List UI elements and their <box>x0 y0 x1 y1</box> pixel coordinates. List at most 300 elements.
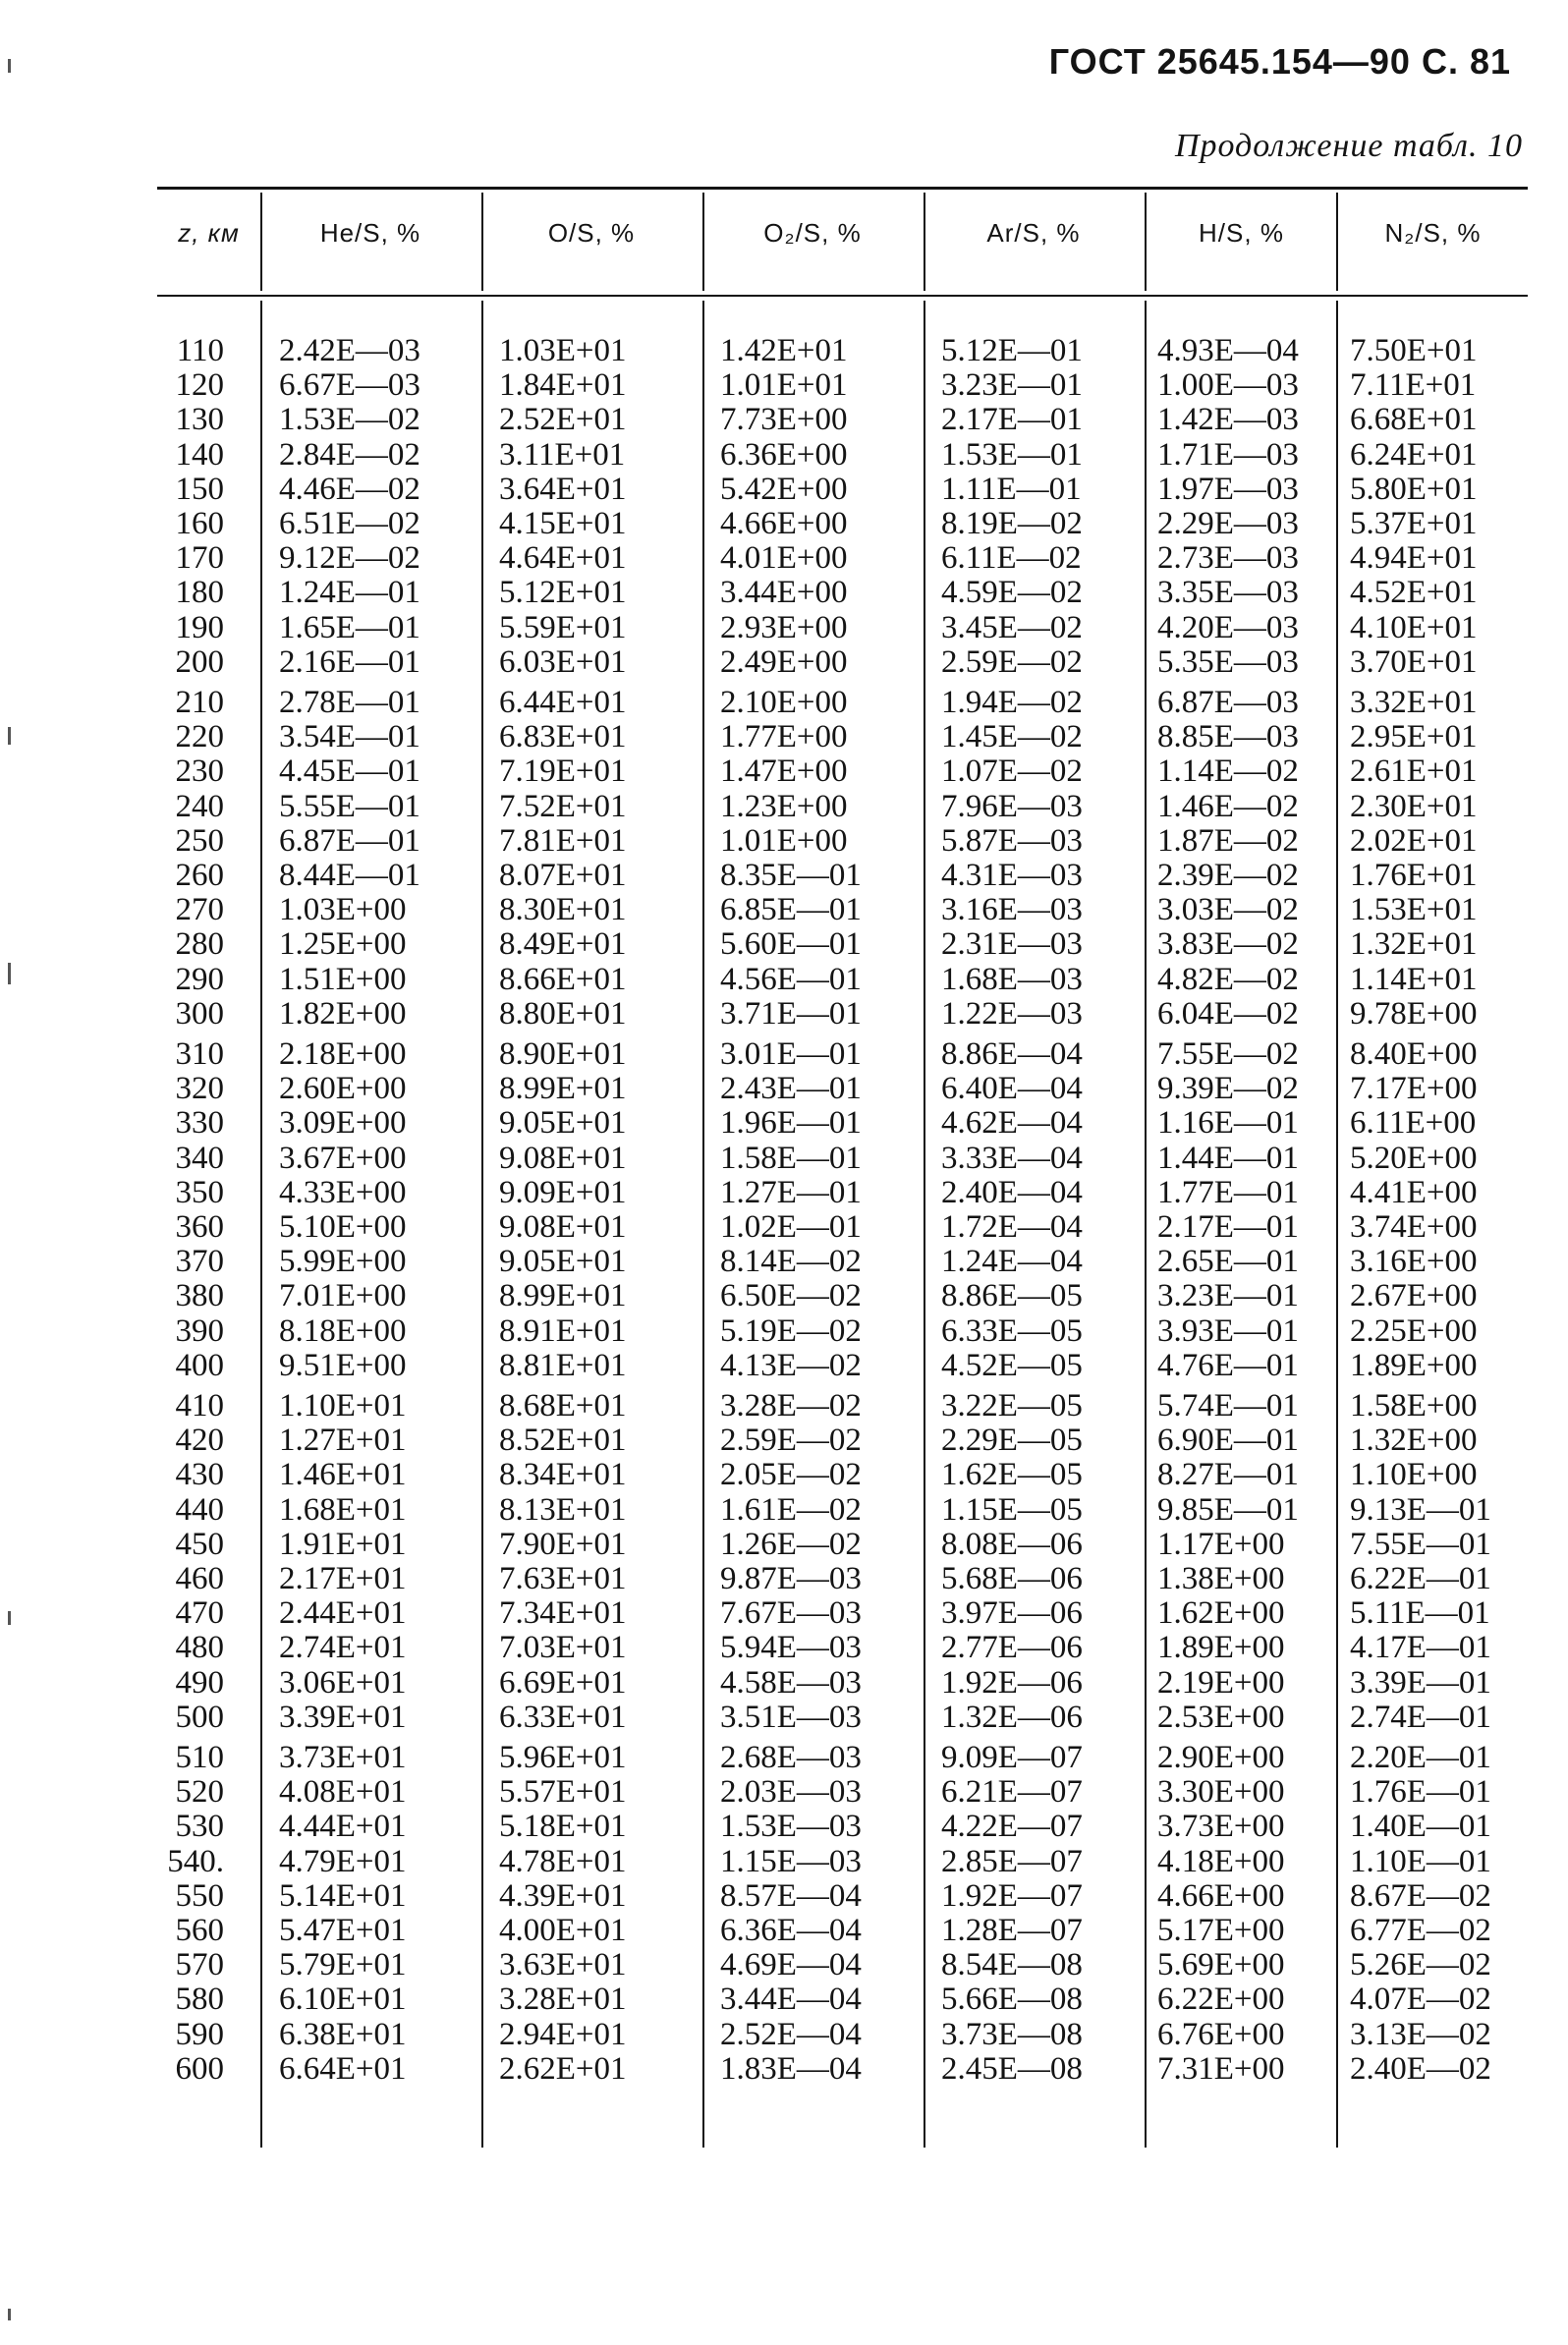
he-cell: 2.78E—01 <box>279 685 420 720</box>
ar-cell: 5.87E—03 <box>941 823 1083 859</box>
o-cell: 3.28E+01 <box>499 1982 627 2017</box>
altitude-cell: 200 <box>175 644 224 680</box>
ar-cell: 8.54E—08 <box>941 1947 1083 1982</box>
table-row <box>0 1701 1568 1734</box>
h-cell: 1.97E—03 <box>1157 472 1299 507</box>
o-cell: 5.18E+01 <box>499 1809 627 1844</box>
h-cell: 5.17E+00 <box>1157 1913 1285 1948</box>
table-row <box>0 1037 1568 1071</box>
o-cell: 1.03E+01 <box>499 333 627 368</box>
h-cell: 3.73E+00 <box>1157 1809 1285 1844</box>
o-cell: 8.91E+01 <box>499 1313 627 1349</box>
o2-cell: 2.52E—04 <box>720 2017 862 2052</box>
ar-cell: 1.11E—01 <box>941 472 1082 507</box>
o2-cell: 4.58E—03 <box>720 1665 862 1701</box>
ar-cell: 6.33E—05 <box>941 1313 1083 1349</box>
altitude-cell: 560 <box>175 1913 224 1948</box>
table-top-rule <box>157 187 1528 190</box>
o2-cell: 1.01E+01 <box>720 367 848 403</box>
n2-cell: 3.70E+01 <box>1350 644 1478 680</box>
he-cell: 4.45E—01 <box>279 754 420 789</box>
ar-cell: 8.86E—05 <box>941 1278 1083 1313</box>
table-row <box>0 1741 1568 1774</box>
h-cell: 1.38E+00 <box>1157 1561 1285 1596</box>
ar-cell: 2.29E—05 <box>941 1423 1083 1458</box>
altitude-cell: 490 <box>175 1665 224 1701</box>
ar-cell: 1.92E—06 <box>941 1665 1083 1701</box>
o2-cell: 2.59E—02 <box>720 1423 862 1458</box>
ar-cell: 4.22E—07 <box>941 1809 1083 1844</box>
he-cell: 1.24E—01 <box>279 575 420 610</box>
altitude-cell: 370 <box>175 1244 224 1279</box>
n2-cell: 2.67E+00 <box>1350 1278 1478 1313</box>
h-cell: 2.65E—01 <box>1157 1244 1299 1279</box>
ar-cell: 3.23E—01 <box>941 367 1083 403</box>
he-cell: 1.91E+01 <box>279 1527 407 1562</box>
table-row <box>0 1948 1568 1982</box>
o2-cell: 1.01E+00 <box>720 823 848 859</box>
he-cell: 1.51E+00 <box>279 962 407 997</box>
n2-cell: 1.53E+01 <box>1350 892 1478 927</box>
n2-cell: 7.50E+01 <box>1350 333 1478 368</box>
o-cell: 8.68E+01 <box>499 1388 627 1424</box>
table-row <box>0 754 1568 788</box>
table-row <box>0 473 1568 506</box>
h-cell: 3.03E—02 <box>1157 892 1299 927</box>
o2-cell: 1.42E+01 <box>720 333 848 368</box>
n2-cell: 6.22E—01 <box>1350 1561 1491 1596</box>
o2-cell: 4.56E—01 <box>720 962 862 997</box>
column-header-n2: N₂/S, % <box>1384 218 1482 248</box>
o-cell: 9.08E+01 <box>499 1141 627 1176</box>
o-cell: 5.59E+01 <box>499 610 627 645</box>
n2-cell: 2.61E+01 <box>1350 754 1478 789</box>
altitude-cell: 150 <box>175 472 224 507</box>
altitude-cell: 130 <box>175 402 224 437</box>
n2-cell: 8.67E—02 <box>1350 1878 1491 1914</box>
n2-cell: 6.24E+01 <box>1350 437 1478 473</box>
o-cell: 8.52E+01 <box>499 1423 627 1458</box>
he-cell: 4.79E+01 <box>279 1844 407 1879</box>
o2-cell: 1.53E—03 <box>720 1809 862 1844</box>
o-cell: 7.63E+01 <box>499 1561 627 1596</box>
o-cell: 7.34E+01 <box>499 1595 627 1631</box>
table-header-rule <box>157 295 1528 297</box>
n2-cell: 7.17E+00 <box>1350 1071 1478 1106</box>
altitude-cell: 480 <box>175 1630 224 1665</box>
column-header-o2: O₂/S, % <box>763 218 862 248</box>
h-cell: 1.00E—03 <box>1157 367 1299 403</box>
scan-margin-mark <box>8 59 11 73</box>
o2-cell: 2.03E—03 <box>720 1774 862 1810</box>
h-cell: 1.87E—02 <box>1157 823 1299 859</box>
he-cell: 5.47E+01 <box>279 1913 407 1948</box>
h-cell: 3.93E—01 <box>1157 1313 1299 1349</box>
altitude-cell: 440 <box>175 1492 224 1528</box>
altitude-cell: 600 <box>175 2051 224 2087</box>
n2-cell: 2.20E—01 <box>1350 1740 1491 1775</box>
ar-cell: 7.96E—03 <box>941 789 1083 824</box>
altitude-cell: 140 <box>175 437 224 473</box>
altitude-cell: 390 <box>175 1313 224 1349</box>
altitude-cell: 320 <box>175 1071 224 1106</box>
he-cell: 1.25E+00 <box>279 926 407 962</box>
table-row <box>0 1810 1568 1843</box>
he-cell: 1.65E—01 <box>279 610 420 645</box>
column-header-ar: Ar/S, % <box>986 218 1081 248</box>
o2-cell: 6.85E—01 <box>720 892 862 927</box>
h-cell: 8.85E—03 <box>1157 719 1299 754</box>
table-row <box>0 611 1568 644</box>
he-cell: 3.09E+00 <box>279 1105 407 1141</box>
o-cell: 6.44E+01 <box>499 685 627 720</box>
h-cell: 3.35E—03 <box>1157 575 1299 610</box>
altitude-cell: 530 <box>175 1809 224 1844</box>
h-cell: 1.71E—03 <box>1157 437 1299 473</box>
ar-cell: 8.08E—06 <box>941 1527 1083 1562</box>
h-cell: 1.44E—01 <box>1157 1141 1299 1176</box>
o-cell: 2.52E+01 <box>499 402 627 437</box>
table-row <box>0 507 1568 540</box>
altitude-cell: 590 <box>175 2017 224 2052</box>
o2-cell: 3.28E—02 <box>720 1388 862 1424</box>
h-cell: 3.83E—02 <box>1157 926 1299 962</box>
he-cell: 4.46E—02 <box>279 472 420 507</box>
ar-cell: 4.59E—02 <box>941 575 1083 610</box>
o-cell: 7.81E+01 <box>499 823 627 859</box>
altitude-cell: 450 <box>175 1527 224 1562</box>
table-row <box>0 720 1568 754</box>
altitude-cell: 280 <box>175 926 224 962</box>
altitude-cell: 350 <box>175 1175 224 1210</box>
h-cell: 4.18E+00 <box>1157 1844 1285 1879</box>
he-cell: 5.14E+01 <box>279 1878 407 1914</box>
column-header-he: He/S, % <box>319 218 421 248</box>
table-row <box>0 1631 1568 1664</box>
ar-cell: 5.12E—01 <box>941 333 1083 368</box>
o2-cell: 1.96E—01 <box>720 1105 862 1141</box>
column-header-z: z, км <box>178 218 240 248</box>
o2-cell: 3.51E—03 <box>720 1700 862 1735</box>
table-row <box>0 1914 1568 1947</box>
o-cell: 3.11E+01 <box>499 437 626 473</box>
o2-cell: 4.66E+00 <box>720 506 848 541</box>
ar-cell: 3.22E—05 <box>941 1388 1083 1424</box>
he-cell: 9.12E—02 <box>279 540 420 576</box>
o2-cell: 1.47E+00 <box>720 754 848 789</box>
o-cell: 7.03E+01 <box>499 1630 627 1665</box>
ar-cell: 3.97E—06 <box>941 1595 1083 1631</box>
o2-cell: 1.77E+00 <box>720 719 848 754</box>
o2-cell: 3.44E+00 <box>720 575 848 610</box>
o-cell: 7.19E+01 <box>499 754 627 789</box>
n2-cell: 6.68E+01 <box>1350 402 1478 437</box>
o-cell: 2.94E+01 <box>499 2017 627 2052</box>
n2-cell: 3.39E—01 <box>1350 1665 1491 1701</box>
altitude-cell: 460 <box>175 1561 224 1596</box>
h-cell: 2.29E—03 <box>1157 506 1299 541</box>
n2-cell: 1.76E—01 <box>1350 1774 1491 1810</box>
o2-cell: 3.01E—01 <box>720 1036 862 1072</box>
h-cell: 1.46E—02 <box>1157 789 1299 824</box>
n2-cell: 5.37E+01 <box>1350 506 1478 541</box>
scan-margin-mark <box>8 1611 11 1625</box>
table-row <box>0 1982 1568 2016</box>
o2-cell: 4.13E—02 <box>720 1348 862 1383</box>
o2-cell: 2.49E+00 <box>720 644 848 680</box>
altitude-cell: 310 <box>175 1036 224 1072</box>
altitude-cell: 570 <box>175 1947 224 1982</box>
o-cell: 9.05E+01 <box>499 1244 627 1279</box>
o-cell: 8.99E+01 <box>499 1071 627 1106</box>
n2-cell: 2.25E+00 <box>1350 1313 1478 1349</box>
h-cell: 3.30E+00 <box>1157 1774 1285 1810</box>
he-cell: 6.38E+01 <box>279 2017 407 2052</box>
altitude-cell: 180 <box>175 575 224 610</box>
h-cell: 6.87E—03 <box>1157 685 1299 720</box>
h-cell: 5.74E—01 <box>1157 1388 1299 1424</box>
o2-cell: 3.71E—01 <box>720 996 862 1032</box>
ar-cell: 4.31E—03 <box>941 858 1083 893</box>
o2-cell: 1.83E—04 <box>720 2051 862 2087</box>
h-cell: 2.39E—02 <box>1157 858 1299 893</box>
ar-cell: 1.15E—05 <box>941 1492 1083 1528</box>
o2-cell: 8.14E—02 <box>720 1244 862 1279</box>
o2-cell: 4.01E+00 <box>720 540 848 576</box>
o-cell: 4.39E+01 <box>499 1878 627 1914</box>
table-row <box>0 1596 1568 1630</box>
he-cell: 5.10E+00 <box>279 1209 407 1245</box>
table-row <box>0 1314 1568 1348</box>
o-cell: 8.07E+01 <box>499 858 627 893</box>
o-cell: 8.99E+01 <box>499 1278 627 1313</box>
altitude-cell: 580 <box>175 1982 224 2017</box>
h-cell: 3.23E—01 <box>1157 1278 1299 1313</box>
o-cell: 3.63E+01 <box>499 1947 627 1982</box>
ar-cell: 6.40E—04 <box>941 1071 1083 1106</box>
o-cell: 5.96E+01 <box>499 1740 627 1775</box>
o-cell: 8.90E+01 <box>499 1036 627 1072</box>
n2-cell: 2.30E+01 <box>1350 789 1478 824</box>
o-cell: 2.62E+01 <box>499 2051 627 2087</box>
n2-cell: 3.74E+00 <box>1350 1209 1478 1245</box>
table-row <box>0 686 1568 719</box>
ar-cell: 4.62E—04 <box>941 1105 1083 1141</box>
table-row <box>0 1176 1568 1209</box>
n2-cell: 4.10E+01 <box>1350 610 1478 645</box>
h-cell: 5.35E—03 <box>1157 644 1299 680</box>
he-cell: 6.67E—03 <box>279 367 420 403</box>
n2-cell: 2.74E—01 <box>1350 1700 1491 1735</box>
o2-cell: 5.94E—03 <box>720 1630 862 1665</box>
table-row <box>0 1106 1568 1140</box>
scan-margin-mark <box>8 2309 11 2320</box>
ar-cell: 1.53E—01 <box>941 437 1083 473</box>
ar-cell: 1.92E—07 <box>941 1878 1083 1914</box>
n2-cell: 6.11E+00 <box>1350 1105 1477 1141</box>
h-cell: 6.90E—01 <box>1157 1423 1299 1458</box>
ar-cell: 4.52E—05 <box>941 1348 1083 1383</box>
he-cell: 4.33E+00 <box>279 1175 407 1210</box>
scan-margin-mark <box>8 963 11 984</box>
altitude-cell: 430 <box>175 1457 224 1492</box>
h-cell: 4.20E—03 <box>1157 610 1299 645</box>
ar-cell: 1.32E—06 <box>941 1700 1083 1735</box>
ar-cell: 2.40E—04 <box>941 1175 1083 1210</box>
altitude-cell: 420 <box>175 1423 224 1458</box>
altitude-cell: 250 <box>175 823 224 859</box>
table-row <box>0 541 1568 575</box>
o2-cell: 6.50E—02 <box>720 1278 862 1313</box>
o-cell: 8.34E+01 <box>499 1457 627 1492</box>
h-cell: 4.66E+00 <box>1157 1878 1285 1914</box>
table-row <box>0 927 1568 961</box>
ar-cell: 3.16E—03 <box>941 892 1083 927</box>
n2-cell: 1.76E+01 <box>1350 858 1478 893</box>
altitude-cell: 230 <box>175 754 224 789</box>
table-row <box>0 1562 1568 1595</box>
n2-cell: 5.20E+00 <box>1350 1141 1478 1176</box>
o2-cell: 1.61E—02 <box>720 1492 862 1528</box>
he-cell: 1.46E+01 <box>279 1457 407 1492</box>
o-cell: 4.78E+01 <box>499 1844 627 1879</box>
he-cell: 2.42E—03 <box>279 333 420 368</box>
altitude-cell: 220 <box>175 719 224 754</box>
he-cell: 2.60E+00 <box>279 1071 407 1106</box>
he-cell: 2.16E—01 <box>279 644 420 680</box>
ar-cell: 1.94E—02 <box>941 685 1083 720</box>
o2-cell: 5.60E—01 <box>720 926 862 962</box>
n2-cell: 4.52E+01 <box>1350 575 1478 610</box>
table-row <box>0 334 1568 367</box>
h-cell: 2.19E+00 <box>1157 1665 1285 1701</box>
o-cell: 1.84E+01 <box>499 367 627 403</box>
o2-cell: 1.26E—02 <box>720 1527 862 1562</box>
altitude-cell: 500 <box>175 1700 224 1735</box>
o-cell: 4.00E+01 <box>499 1913 627 1948</box>
altitude-cell: 240 <box>175 789 224 824</box>
table-row <box>0 1279 1568 1312</box>
altitude-cell: 520 <box>175 1774 224 1810</box>
o2-cell: 2.05E—02 <box>720 1457 862 1492</box>
n2-cell: 1.10E—01 <box>1350 1844 1491 1879</box>
altitude-cell: 270 <box>175 892 224 927</box>
table-row <box>0 1458 1568 1491</box>
o-cell: 7.52E+01 <box>499 789 627 824</box>
ar-cell: 8.86E—04 <box>941 1036 1083 1072</box>
altitude-cell: 340 <box>175 1141 224 1176</box>
altitude-cell: 300 <box>175 996 224 1032</box>
o2-cell: 8.35E—01 <box>720 858 862 893</box>
ar-cell: 2.59E—02 <box>941 644 1083 680</box>
o2-cell: 2.93E+00 <box>720 610 848 645</box>
he-cell: 2.84E—02 <box>279 437 420 473</box>
n2-cell: 1.10E+00 <box>1350 1457 1478 1492</box>
ar-cell: 3.33E—04 <box>941 1141 1083 1176</box>
n2-cell: 2.40E—02 <box>1350 2051 1491 2087</box>
o-cell: 8.30E+01 <box>499 892 627 927</box>
ar-cell: 1.28E—07 <box>941 1913 1083 1948</box>
h-cell: 6.76E+00 <box>1157 2017 1285 2052</box>
altitude-cell: 260 <box>175 858 224 893</box>
h-cell: 7.31E+00 <box>1157 2051 1285 2087</box>
table-row <box>0 1879 1568 1913</box>
o-cell: 9.08E+01 <box>499 1209 627 1245</box>
he-cell: 2.74E+01 <box>279 1630 407 1665</box>
table-row <box>0 963 1568 996</box>
o-cell: 3.64E+01 <box>499 472 627 507</box>
altitude-cell: 380 <box>175 1278 224 1313</box>
ar-cell: 1.24E—04 <box>941 1244 1083 1279</box>
o2-cell: 5.19E—02 <box>720 1313 862 1349</box>
n2-cell: 5.26E—02 <box>1350 1947 1491 1982</box>
o2-cell: 4.69E—04 <box>720 1947 862 1982</box>
h-cell: 2.90E+00 <box>1157 1740 1285 1775</box>
h-cell: 7.55E—02 <box>1157 1036 1299 1072</box>
ar-cell: 8.19E—02 <box>941 506 1083 541</box>
he-cell: 2.44E+01 <box>279 1595 407 1631</box>
he-cell: 8.44E—01 <box>279 858 420 893</box>
o-cell: 6.69E+01 <box>499 1665 627 1701</box>
ar-cell: 2.85E—07 <box>941 1844 1083 1879</box>
n2-cell: 3.16E+00 <box>1350 1244 1478 1279</box>
he-cell: 2.18E+00 <box>279 1036 407 1072</box>
h-cell: 2.17E—01 <box>1157 1209 1299 1245</box>
table-row <box>0 368 1568 402</box>
altitude-cell: 190 <box>175 610 224 645</box>
table-row <box>0 1528 1568 1561</box>
n2-cell: 7.11E+01 <box>1350 367 1477 403</box>
o-cell: 8.49E+01 <box>499 926 627 962</box>
he-cell: 6.10E+01 <box>279 1982 407 2017</box>
altitude-cell: 110 <box>176 333 224 368</box>
o2-cell: 1.58E—01 <box>720 1141 862 1176</box>
ar-cell: 1.62E—05 <box>941 1457 1083 1492</box>
h-cell: 8.27E—01 <box>1157 1457 1299 1492</box>
he-cell: 1.82E+00 <box>279 996 407 1032</box>
he-cell: 5.55E—01 <box>279 789 420 824</box>
h-cell: 5.69E+00 <box>1157 1947 1285 1982</box>
o-cell: 4.64E+01 <box>499 540 627 576</box>
ar-cell: 5.66E—08 <box>941 1982 1083 2017</box>
he-cell: 2.17E+01 <box>279 1561 407 1596</box>
h-cell: 9.39E—02 <box>1157 1071 1299 1106</box>
table-row <box>0 1072 1568 1105</box>
n2-cell: 9.13E—01 <box>1350 1492 1491 1528</box>
table-row <box>0 576 1568 609</box>
o2-cell: 5.42E+00 <box>720 472 848 507</box>
table-row <box>0 1349 1568 1382</box>
he-cell: 6.64E+01 <box>279 2051 407 2087</box>
n2-cell: 1.32E+01 <box>1350 926 1478 962</box>
he-cell: 9.51E+00 <box>279 1348 407 1383</box>
table-row <box>0 403 1568 436</box>
o2-cell: 7.73E+00 <box>720 402 848 437</box>
table-row <box>0 2018 1568 2051</box>
n2-cell: 3.32E+01 <box>1350 685 1478 720</box>
h-cell: 1.14E—02 <box>1157 754 1299 789</box>
table-row <box>0 893 1568 926</box>
he-cell: 6.87E—01 <box>279 823 420 859</box>
scan-margin-mark <box>8 727 11 745</box>
ar-cell: 1.68E—03 <box>941 962 1083 997</box>
altitude-cell: 540. <box>167 1844 224 1879</box>
n2-cell: 4.07E—02 <box>1350 1982 1491 2017</box>
ar-cell: 1.45E—02 <box>941 719 1083 754</box>
altitude-cell: 170 <box>175 540 224 576</box>
o2-cell: 1.23E+00 <box>720 789 848 824</box>
h-cell: 4.76E—01 <box>1157 1348 1299 1383</box>
